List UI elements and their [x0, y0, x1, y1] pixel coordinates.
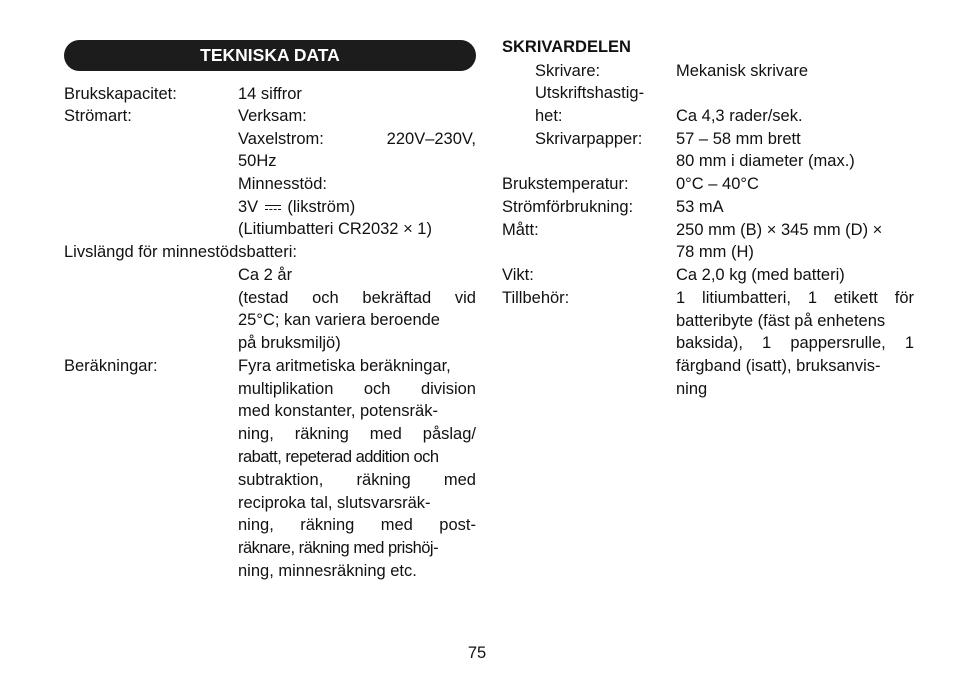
power-battery: (Litiumbatteri CR2032 × 1) [238, 220, 432, 238]
dc-text: (likström) [287, 198, 356, 216]
word: 1 [904, 334, 914, 352]
power-ac-hz: 50Hz [238, 152, 277, 170]
word: vid [454, 289, 476, 307]
calc-line: rabatt, repeterad addition och [238, 448, 439, 466]
battery-life-note-line2: 25°C; kan variera beroende [238, 311, 440, 329]
consumption-label: Strömförbrukning: [502, 198, 634, 216]
weight-value: Ca 2,0 kg (med batteri) [676, 266, 845, 284]
word: bekräftad [362, 289, 432, 307]
calc-line [238, 423, 476, 445]
calc-line: reciproka tal, slutsvarsräk- [238, 494, 431, 512]
calc-line: med konstanter, potensräk- [238, 402, 438, 420]
word: 220V–230V, [386, 130, 476, 148]
temperature-label: Brukstemperatur: [502, 175, 629, 193]
power-label: Strömart: [64, 107, 132, 125]
accessories-label: Tillbehör: [502, 289, 570, 307]
power-ac-line [238, 128, 476, 150]
dimensions-value: 250 mm (B) × 345 mm (D) × [676, 221, 883, 239]
calc-line: ning, minnesräkning etc. [238, 562, 417, 580]
word: räkning [356, 471, 411, 489]
word: och [363, 380, 391, 398]
speed-label: Utskriftshastig- [535, 84, 645, 102]
paper-value: 57 – 58 mm brett [676, 130, 801, 148]
word: baksida), [676, 334, 743, 352]
dimensions-label: Mått: [502, 221, 539, 239]
word: ning, [238, 425, 274, 443]
word: etikett [833, 289, 878, 307]
accessories-line: färgband (isatt), bruksanvis- [676, 357, 881, 375]
word: för [894, 289, 914, 307]
accessories-line [676, 332, 914, 354]
word: med [369, 425, 402, 443]
word: ning, [238, 516, 274, 534]
capacity-label: Brukskapacitet: [64, 85, 177, 103]
word: pappersrulle, [790, 334, 886, 352]
word: litiumbatteri, [702, 289, 791, 307]
calc-line [238, 469, 476, 491]
word: subtraktion, [238, 471, 324, 489]
dimensions-value-line2: 78 mm (H) [676, 243, 754, 261]
page-number: 75 [467, 644, 487, 662]
temperature-value: 0°C – 40°C [676, 175, 759, 193]
word: division [420, 380, 476, 398]
word: med [380, 516, 413, 534]
word: påslag/ [422, 425, 476, 443]
accessories-line: ning [676, 380, 708, 398]
word: multiplikation [238, 380, 334, 398]
word: räkning [300, 516, 355, 534]
word: med [443, 471, 476, 489]
word: räkning [294, 425, 349, 443]
word: post- [439, 516, 476, 534]
weight-label: Vikt: [502, 266, 534, 284]
battery-life-note-line3: på bruksmiljö) [238, 334, 341, 352]
consumption-value: 53 mA [676, 198, 724, 216]
direct-current-icon [265, 203, 281, 213]
calculations-label: Beräkningar: [64, 357, 158, 375]
speed-value: Ca 4,3 rader/sek. [676, 107, 803, 125]
calc-line: Fyra aritmetiska beräkningar, [238, 357, 451, 375]
word: 1 [807, 289, 818, 307]
calc-line: räknare, räkning med prishöj- [238, 539, 439, 557]
printer-section-heading: SKRIVARDELEN [502, 38, 631, 56]
calc-line [238, 514, 476, 536]
battery-life-value: Ca 2 år [238, 266, 293, 284]
power-operation: Verksam: [238, 107, 307, 125]
power-dc-line [238, 196, 355, 218]
word: och [312, 289, 339, 307]
battery-life-note [238, 287, 476, 309]
printer-value: Mekanisk skrivare [676, 62, 809, 80]
power-memory-label: Minnesstöd: [238, 175, 327, 193]
calc-line [238, 378, 476, 400]
accessories-line [676, 287, 914, 309]
word: 1 [762, 334, 772, 352]
accessories-line: batteribyte (fäst på enhetens [676, 312, 886, 330]
speed-label-line2: het: [535, 107, 563, 125]
paper-value-line2: 80 mm i diameter (max.) [676, 152, 855, 170]
word: Vaxelstrom: [238, 130, 324, 148]
word: 1 [676, 289, 686, 307]
dc-voltage: 3V [238, 198, 259, 216]
paper-label: Skrivarpapper: [535, 130, 643, 148]
word: (testad [238, 289, 289, 307]
capacity-value: 14 siffror [238, 85, 302, 103]
section-title: TEKNISKA DATA [64, 40, 476, 71]
battery-life-label: Livslängd för minnestödsbatteri: [64, 243, 297, 261]
printer-label: Skrivare: [535, 62, 601, 80]
